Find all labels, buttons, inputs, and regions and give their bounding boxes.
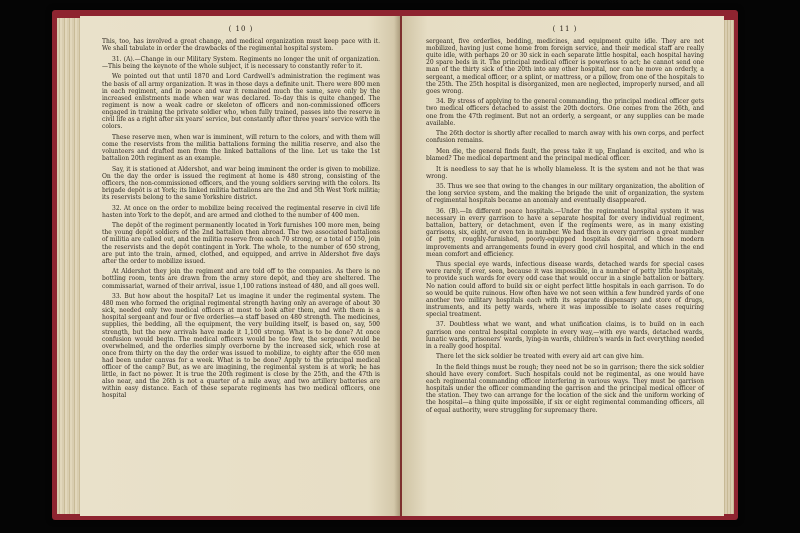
page-number-left: ( 10 )	[228, 25, 254, 33]
page-number-right: ( 11 )	[552, 25, 578, 33]
page-edges-left	[57, 18, 81, 514]
paragraph: 32. At once on the order to mobilize being received the regimental reserve in civil life hasten into York to the depôt, and are armed and clothed to the number of 400 men.	[102, 204, 380, 219]
paragraph: These reserve men, when war is imminent, will return to the colors, and with them will come the reservists from the militia battalions forming the militia reserve, and also the volunteers and drafted men from the linked battalions of the line. Let us take the 1st battalion 20th regiment as an example.	[102, 133, 380, 162]
paragraph: We pointed out that until 1870 and Lord Cardwell's administration the regiment was the basis of all army organization. It was in those days a definite unit. There were 800 men in each regiment, and in peace and war it remained much the same, save only by the increased enlistments made when war was declared. To-day this is quite changed. The regiment is now a weak cadre or skeleton of officers and non-commissioned officers engaged in training the private soldier who, when fully trained, passes into the reserve in civil life as a right after six years' service, but constantly after three years' service with the colors.	[102, 73, 380, 131]
paragraph: Say, it is stationed at Aldershot, and war being imminent the order is given to mobilize. On the day the order is issued the regiment at home is 480 strong, consisting of the officers, the non-commissioned officers, and the young soldiers serving with the colors. Its brigade depôt is at York; its linked militia battalions are the 2nd and 5th West York militia; its reservists belong to the same Yorkshire district.	[102, 165, 380, 201]
paragraph: Thus special eye wards, infectious disease wards, detached wards for special cases were rarely, if ever, seen, because it was impossible, in a number of petty little hospitals, to provide such wards for every odd case that would occur in a single battalion or battery. No nation could afford to build six or eight perfect little hospitals in each garrison. To do so would be quite ruinous. How often have we not seen within a few hundred yards of one another two military hospitals each with its separate dispensary and store of drugs, instruments, and its petty wards, where it was impossible to isolate cases requiring special treatment.	[426, 261, 704, 318]
paragraph: 37. Doubtless what we want, and what unification claims, is to build on in each garrison one central hospital complete in every way,—with eye wards, detached wards, lunatic wards, prisoners' wards, lying-in wards, children's wards in fact everything needed in a really good hospital.	[426, 321, 704, 350]
paragraph: 36. (B).—In different peace hospitals.—Under the regimental hospital system it was necessary in every garrison to have a separate hospital for every individual regiment, battalion, battery, or detachment, even if the regiments were, as in many existing garrisons, six, eight, or even ten in number. We had then in every garrison a great number of petty, roughly-furnished, poorly-equipped hospitals devoid of those modern improvements and arrangements found in every good civil hospital, and which in the end mean comfort and efficiency.	[426, 208, 704, 258]
paragraph: Men die, the general finds fault, the press take it up, England is excited, and who is blamed? The medical department and the principal medical officer.	[426, 147, 704, 162]
paragraph: In the field things must be rough; they need not be so in garrison; there the sick soldier should have every comfort. Such hospitals could not be regimental, as one would have each regimental commanding officer interfering in various ways. They must be garrison hospitals under the officer commanding the garrison and the principal medical officer of the station. They two can arrange for the location of the sick and the uniform working of the hospital—a thing quite impossible, if six or eight regimental commanding officers, all of equal authority, were struggling for supremacy there.	[426, 363, 704, 414]
paragraph: At Aldershot they join the regiment and are told off to the companies. As there is no bottling room, tents are drawn from the army store depôt, and they are sheltered. The commissariat, warned of their arrival, issue 1,100 rations instead of 480, and all goes well.	[102, 268, 380, 290]
left-page	[80, 16, 400, 516]
paragraph: 35. Thus we see that owing to the changes in our military organization, the abolition of the long service system, and the making the brigade the unit of organization, the system of regimental hospitals became an anomaly and eventually disappeared.	[426, 183, 704, 205]
paragraph: This, too, has involved a great change, and medical organization must keep pace with it. We shall tabulate in order the drawbacks of the regimental hospital system.	[102, 38, 380, 53]
paragraph: sergeant, five orderlies, bedding, medicines, and equipment quite idle. They are not mobilized, having just come home from foreign service, and their medical staff are really quite idle, with perhaps 20 or 30 sick in each separate little hospital, each hospital having 20 spare beds in it. The principal medical officer is powerless to act; he cannot send one man of the thirty sick of the 20th into any other hospital, nor can he move an orderly, a sergeant, a medical officer, or a splint, or mattress, or a pillow, from one of the hospitals to the 25th. The 25th hospital is disorganized, men are neglected, improperly nursed, and all goes wrong.	[426, 38, 704, 95]
paragraph: It is needless to say that he is wholly blameless. It is the system and not he that was wrong.	[426, 165, 704, 180]
paragraph: 31. (A).—Change in our Military System. Regiments no longer the unit of organization.—This being the keynote of the whole subject, it is necessary to constantly refer to it.	[102, 55, 380, 70]
paragraph: The 26th doctor is shortly after recalled to march away with his own corps, and perfect confusion remains.	[426, 130, 704, 145]
paragraph: 34. By stress of applying to the general commanding, the principal medical officer gets two medical officers detached to assist the 20th doctors. One comes from the 26th, and one from the 47th regiment. But not an orderly, a sergeant, or any supplies can be made available.	[426, 98, 704, 127]
paragraph: There let the sick soldier be treated with every aid art can give him.	[436, 353, 644, 361]
right-page	[402, 16, 724, 516]
paragraph: 33. But how about the hospital? Let us imagine it under the regimental system. The 480 men who formed the original regimental strength having only an average of about 30 sick, needed only two medical officers at most to look after them, and with them is a hospital sergeant and four or five orderlies—a staff based on 480 strength. The medicines, supplies, the bedding, all the equipment, the very building itself, is based on, say, 500 strength, but the new arrivals have made it 1,100 strong. What is to be done? At once confusion would begin. The medical officers would be too few, the sergeant would be overwhelmed, and the orderlies simply overborne by the increased sick, which rose at once from thirty on the day the order was issued to mobilize, to eighty after the 650 men had been under canvas for a week. What is to be done? Apply to the principal medical officer of the camp? But, as we are imagining, the regimental system is at work; he has little, in fact no power. It is true the 20th regiment is close by the 25th, and the 47th is also near, and the 26th is not a quarter of a mile away, and two artillery batteries are within easy distance. Each of these separate regiments has two medical officers, one hospital	[102, 293, 380, 400]
paragraph: The depôt of the regiment permanently located in York furnishes 100 more men, being the young depôt soldiers of the 2nd battalion then abroad. The two associated battalions of militia are called out, and the militia reserve from each 70 strong, or a total of 150, join the reservists and the depôt contingent in York. The whole, to the number of 650 strong, are put into the train, armed, clothed, and equipped, and arrive in Aldershot five days after the order to mobilize issued.	[102, 222, 380, 265]
